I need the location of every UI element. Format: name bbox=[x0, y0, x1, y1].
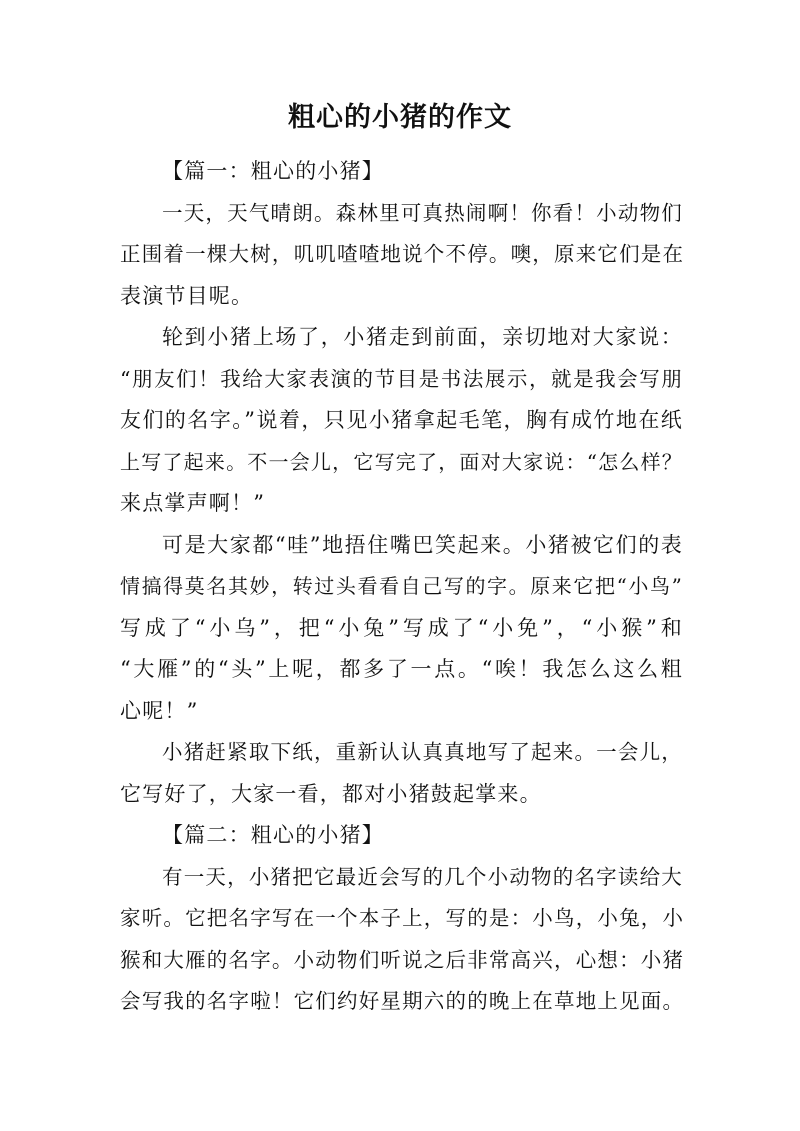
paragraph-first-line: 一天，天气晴朗。森林里可真热闹啊！你看！小动物们 bbox=[162, 200, 683, 225]
section-heading: 【篇一：粗心的小猪】 bbox=[162, 159, 384, 183]
paragraph-line: 它写好了，大家一看，都对小猪鼓起掌来。 bbox=[120, 781, 542, 806]
paragraph-line: 正围着一棵大树，叽叽喳喳地说个不停。噢，原来它们是在 bbox=[120, 242, 685, 266]
paragraph-line: 心呢！” bbox=[120, 698, 199, 723]
paragraph-line: 情搞得莫名其妙，转过头看看自己写的字。原来它把“小鸟” bbox=[120, 574, 683, 598]
paragraph-line: 猴和大雁的名字。小动物们听说之后非常高兴，心想：小猪 bbox=[120, 947, 685, 972]
paragraph-line: 会写我的名字啦！它们约好星期六的的晚上在草地上见面。 bbox=[120, 989, 685, 1013]
paragraph-first-line: 小猪赶紧取下纸，重新认认真真地写了起来。一会儿， bbox=[162, 740, 683, 764]
paragraph-line: 友们的名字。”说着，只见小猪拿起毛笔，胸有成竹地在纸 bbox=[120, 408, 683, 432]
paragraph-line: “朋友们！我给大家表演的节目是书法展示，就是我会写朋 bbox=[120, 366, 683, 391]
document-body bbox=[120, 151, 683, 1023]
section-heading: 【篇二：粗心的小猪】 bbox=[162, 823, 384, 847]
paragraph-line: “大雁”的“头”上呢，都多了一点。“唉！我怎么这么粗 bbox=[120, 657, 683, 681]
paragraph-line: 上写了起来。不一会儿，它写完了，面对大家说：“怎么样？ bbox=[120, 449, 683, 474]
document-title: 粗心的小猪的作文 bbox=[288, 102, 512, 133]
paragraph-line: 写成了“小乌”，把“小兔”写成了“小免”，“小猴”和 bbox=[120, 615, 683, 640]
paragraph-first-line: 轮到小猪上场了，小猪走到前面，亲切地对大家说： bbox=[162, 325, 683, 349]
paragraph-line: 表演节目呢。 bbox=[120, 283, 254, 308]
paragraph-first-line: 可是大家都“哇”地捂住嘴巴笑起来。小猪被它们的表 bbox=[162, 532, 683, 557]
paragraph-line: 家听。它把名字写在一个本子上，写的是：小鸟，小兔，小 bbox=[120, 906, 685, 930]
paragraph-first-line: 有一天，小猪把它最近会写的几个小动物的名字读给大 bbox=[162, 864, 683, 889]
paragraph-line: 来点掌声啊！” bbox=[120, 491, 266, 515]
